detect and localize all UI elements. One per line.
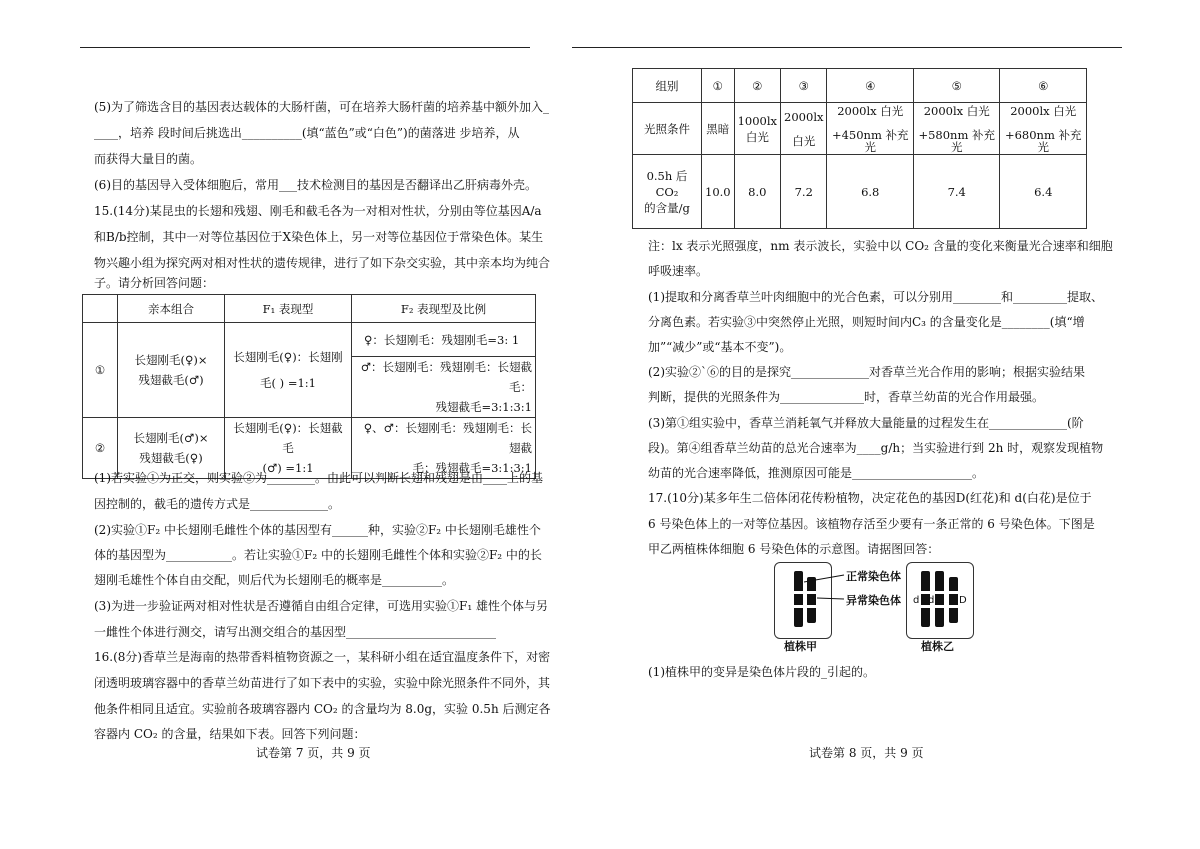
light-cell: 2000lx 白光 +680nm 补充光 <box>1000 103 1087 155</box>
paragraph: (3)为进一步验证两对相对性状是否遵循自由组合定律，可选用实验①F₁ 雄性个体与另 <box>94 599 548 613</box>
paragraph: (3)第①组实验中，香草兰消耗氧气并释放大量能量的过程发生在_____________(阶 <box>648 416 1084 430</box>
paragraph: 加”“减少”或“基本不变”)。 <box>648 340 792 354</box>
gene-label: d <box>913 595 920 606</box>
row-header: 组别 <box>633 69 702 103</box>
group-cell: ③ <box>781 69 827 103</box>
paragraph: 段)。第④组香草兰幼苗的总光合速率为____g/h；当实验进行到 2h 时，观察发现植物 <box>648 441 1104 455</box>
light-experiment-table <box>632 68 1087 229</box>
row-id: ② <box>83 418 118 479</box>
plant-b-box <box>906 562 974 639</box>
row-id: ① <box>83 323 118 418</box>
table-cell: ♂：长翅刚毛：残翅刚毛：长翅截毛： 残翅截毛=3:1:3:1 <box>352 357 536 418</box>
paragraph: 而获得大量目的菌。 <box>94 152 203 166</box>
group-cell: ⑤ <box>913 69 1000 103</box>
chromosome-figure <box>774 560 986 653</box>
table-cell: 长翅刚毛(♂)× 残翅截毛(♀) <box>118 418 225 479</box>
paragraph: 幼苗的光合速率降低，推测原因可能是____________________。 <box>648 466 985 480</box>
paragraph: 15.(14分)某昆虫的长翅和残翅、刚毛和截毛各为一对相对性状，分别由等位基因A/a <box>94 204 542 218</box>
paragraph: 注：lx 表示光照强度，nm 表示波长，实验中以 CO₂ 含量的变化来衡量光合速率和细胞 <box>648 239 1113 253</box>
paragraph: (5)为了筛选含目的基因表达载体的大肠杆菌，可在培养大肠杆菌的培养基中额外加入_ <box>94 100 550 114</box>
paragraph: 分离色素。若实验③中突然停止光照，则短时间内C₃ 的含量变化是________(填“增 <box>648 315 1085 329</box>
gene-label: D <box>959 595 967 606</box>
table-header: F₂ 表现型及比例 <box>352 295 536 323</box>
paragraph: 因控制的，截毛的遗传方式是_____________。 <box>94 497 341 511</box>
table-row <box>83 323 536 357</box>
right-page <box>600 0 1200 849</box>
table-cell: ♀：长翅刚毛：残翅刚毛=3: 1 <box>352 323 536 357</box>
paragraph: 一雌性个体进行测交，请写出测交组合的基因型_________________________ <box>94 625 497 639</box>
co2-cell: 7.4 <box>913 155 1000 229</box>
group-cell: ① <box>702 69 735 103</box>
co2-cell: 10.0 <box>702 155 735 229</box>
co2-cell: 6.4 <box>1000 155 1087 229</box>
light-cell: 2000lx 白光 <box>781 103 827 155</box>
paragraph: 子。请分析回答问题： <box>94 276 215 290</box>
paragraph: 体的基因型为___________。若让实验①F₂ 中的长翅刚毛雌性个体和实验②F₂ 中的长 <box>94 548 542 562</box>
paragraph: 6 号染色体上的一对等位基因。该植物存活至少要有一条正常的 6 号染色体。下图是 <box>648 517 1095 531</box>
group-cell: ② <box>734 69 780 103</box>
label-abnormal: 异常染色体 <box>846 594 901 607</box>
paragraph: (1)提取和分离香草兰叶肉细胞中的光合色素，可以分别用________和_________提取、 <box>648 290 1104 304</box>
light-cell: 1000lx 白光 <box>734 103 780 155</box>
co2-cell: 7.2 <box>781 155 827 229</box>
plant-a-label: 植株甲 <box>784 640 817 653</box>
table-header-row <box>83 295 536 323</box>
light-cell: 黑暗 <box>702 103 735 155</box>
header-rule <box>80 47 530 48</box>
paragraph: (1)植株甲的变异是染色体片段的_引起的。 <box>648 665 875 679</box>
paragraph: 他条件相同且适宜。实验前各玻璃容器内 CO₂ 的含量均为 8.0g，实验 0.5h 后测定各 <box>94 702 551 716</box>
table-cell: ♀、♂：长翅刚毛：残翅刚毛：长翅截 毛：残翅截毛=3:1:3:1 <box>352 418 536 479</box>
plant-b-label: 植株乙 <box>921 640 954 653</box>
table-header: F₁ 表现型 <box>225 295 352 323</box>
paragraph: (2)实验①F₂ 中长翅刚毛雌性个体的基因型有______种，实验②F₂ 中长翅刚毛雄性个 <box>94 523 541 537</box>
light-cell: 2000lx 白光 +580nm 补充光 <box>913 103 1000 155</box>
paragraph: 16.(8分)香草兰是海南的热带香料植物资源之一，某科研小组在适宜温度条件下，对密 <box>94 650 551 664</box>
group-cell: ④ <box>827 69 914 103</box>
paragraph: (2)实验②`⑥的目的是探究_____________对香草兰光合作用的影响；根据实验结果 <box>648 365 1086 379</box>
paragraph: 物兴趣小组为探究两对相对性状的遗传规律，进行了如下杂交实验，其中亲本均为纯合 <box>94 256 551 270</box>
paragraph: 17.(10分)某多年生二倍体闭花传粉植物，决定花色的基因D(红花)和 d(白花)是位于 <box>648 491 1092 505</box>
paragraph: 呼吸速率。 <box>648 264 709 278</box>
paragraph: 和B/b控制，其中一对等位基因位于X染色体上，另一对等位基因位于常染色体。某生 <box>94 230 544 244</box>
table-row <box>633 155 1087 229</box>
cross-table <box>82 294 536 479</box>
table-cell: 长翅刚毛(♀)：长翅截毛 (♂) =1:1 <box>225 418 352 479</box>
page-footer: 试卷第 8 页，共 9 页 <box>809 746 924 760</box>
paragraph: (6)目的基因导入受体细胞后，常用___技术检测目的基因是否翻译出乙肝病毒外壳。 <box>94 178 538 192</box>
gene-label: d <box>928 595 935 606</box>
paragraph: (1)若实验①为正交，则实验②为________。由此可以判断长翅和残翅是由____上的基 <box>94 471 544 485</box>
co2-cell: 8.0 <box>734 155 780 229</box>
row-header: 0.5h 后 CO₂ 的含量/g <box>633 155 702 229</box>
paragraph: 闭透明玻璃容器中的香草兰幼苗进行了如下表中的实验，实验中除光照条件不同外，其 <box>94 676 551 690</box>
table-header: 亲本组合 <box>118 295 225 323</box>
group-cell: ⑥ <box>1000 69 1087 103</box>
paragraph: 判断，提供的光照条件为______________时，香草兰幼苗的光合作用最强。 <box>648 390 1045 404</box>
label-normal: 正常染色体 <box>846 570 901 583</box>
chromosome <box>949 577 958 623</box>
chromosome <box>935 571 944 627</box>
table-row <box>633 103 1087 155</box>
table-row <box>633 69 1087 103</box>
table-cell: 长翅刚毛(♀)：长翅刚 毛( ) =1:1 <box>225 323 352 418</box>
paragraph: ____，培养 段时间后挑选出__________(填“蓝色”或“白色”)的菌落进 步培养，从 <box>94 126 520 140</box>
paragraph: 甲乙两植株体细胞 6 号染色体的示意图。请据图回答： <box>648 542 940 556</box>
header-rule <box>572 47 1122 48</box>
co2-cell: 6.8 <box>827 155 914 229</box>
page-footer: 试卷第 7 页，共 9 页 <box>256 746 371 760</box>
table-cell: 长翅刚毛(♀)× 残翅截毛(♂) <box>118 323 225 418</box>
paragraph: 翅刚毛雄性个体自由交配，则后代为长翅刚毛的概率是__________。 <box>94 573 455 587</box>
row-header: 光照条件 <box>633 103 702 155</box>
light-cell: 2000lx 白光 +450nm 补充光 <box>827 103 914 155</box>
paragraph: 容器内 CO₂ 的含量，结果如下表。回答下列问题： <box>94 727 366 741</box>
